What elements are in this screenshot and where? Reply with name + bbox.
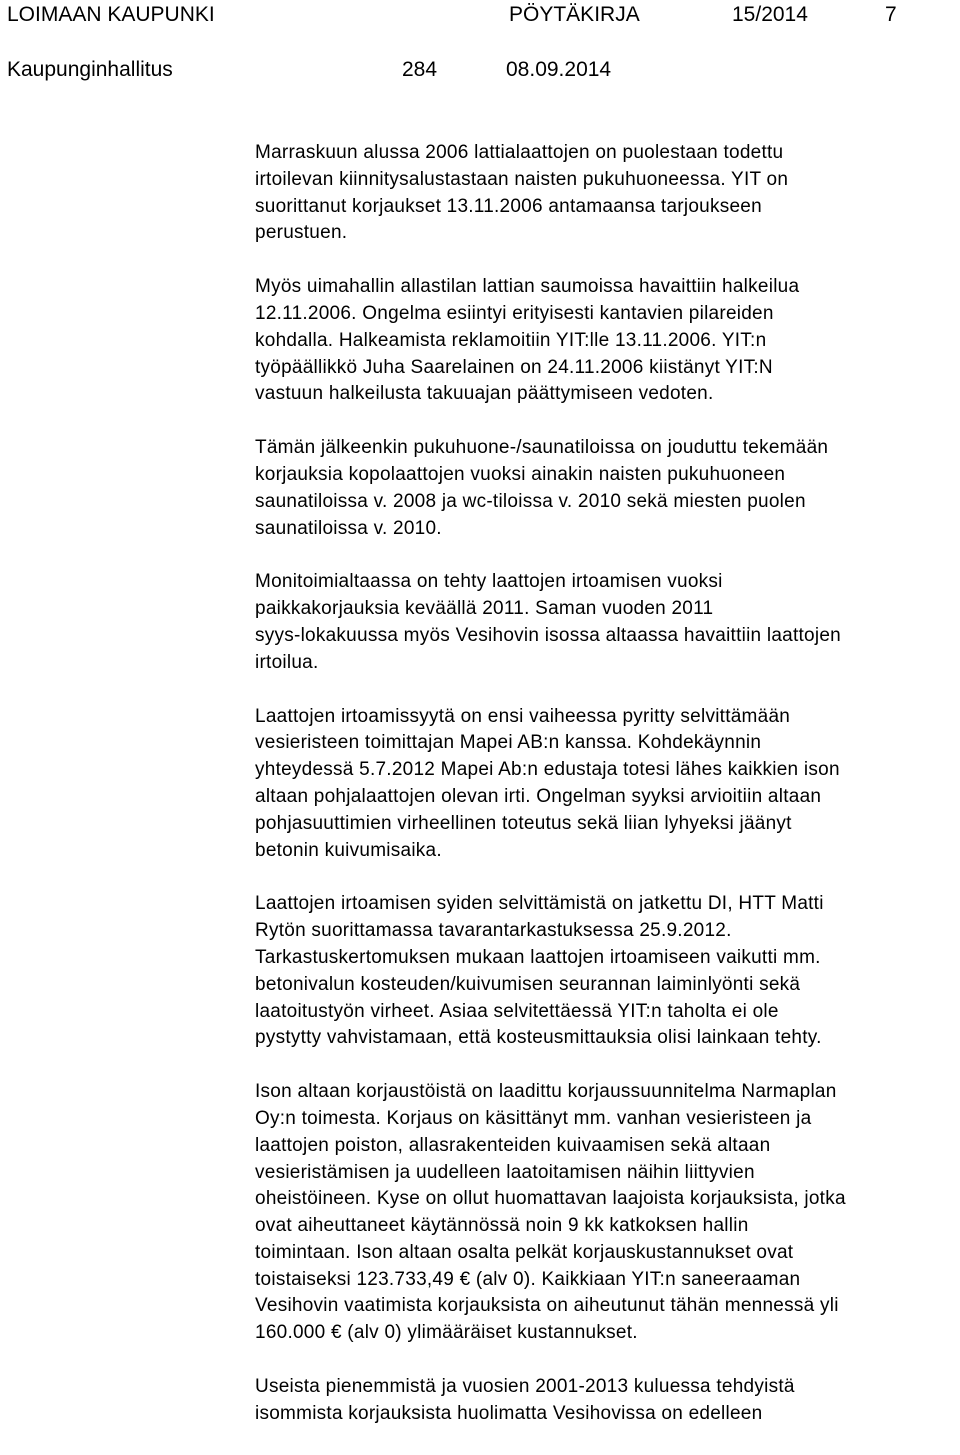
text-line: toistaiseksi 123.733,49 € (alv 0). Kaikkiaan YIT:n saneeraaman: [255, 1268, 801, 1290]
text-line: työpäällikkö Juha Saarelainen on 24.11.2006 kiistänyt YIT:N: [255, 356, 773, 378]
section-number: 284: [402, 58, 438, 81]
paragraph: [255, 1079, 955, 1347]
text-line: 12.11.2006. Ongelma esiintyi erityisesti kantavien pilareiden: [255, 302, 774, 324]
text-line: Marraskuun alussa 2006 lattialaattojen on puolestaan todettu: [255, 142, 784, 163]
text-line: Oy:n toimesta. Korjaus on käsittänyt mm. vanhan vesieristeen ja: [255, 1107, 812, 1129]
org-name: LOIMAAN KAUPUNKI: [7, 3, 215, 26]
meeting-date: 08.09.2014: [506, 58, 612, 81]
text-line: pohjasuuttimien virheellinen toteutus sekä liian lyhyeksi jäänyt: [255, 812, 792, 834]
paragraph: [255, 140, 955, 247]
text-line: Laattojen irtoamisen syiden selvittämistä on jatkettu DI, HTT Matti: [255, 893, 824, 915]
text-line: Vesihovin vaatimista korjauksista on aiheutunut tähän mennessä yli: [255, 1295, 839, 1317]
text-line: betonin kuivumisaika.: [255, 839, 442, 861]
text-line: suorittanut korjaukset 13.11.2006 antamaansa tarjoukseen: [255, 195, 762, 217]
document-body: [255, 140, 955, 1455]
text-line: 160.000 € (alv 0) ylimääräiset kustannukset.: [255, 1322, 638, 1344]
document-number: 15/2014: [732, 3, 808, 26]
page-number: 7: [885, 3, 897, 26]
text-line: Useista pienemmistä ja vuosien 2001-2013 kuluessa tehdyistä: [255, 1376, 795, 1398]
paragraph: [255, 1374, 955, 1428]
text-line: Laattojen irtoamissyytä on ensi vaiheessa pyritty selvittämään: [255, 705, 791, 727]
text-line: betonivalun kosteuden/kuivumisen seurannan laiminlyönti sekä: [255, 973, 801, 995]
text-line: pystytty vahvistamaan, että kosteusmittauksia olisi lainkaan tehty.: [255, 1027, 822, 1049]
text-line: irtoilevan kiinnitysalustastaan naisten pukuhuoneessa. YIT on: [255, 168, 789, 190]
text-line: vesieristämisen ja uudelleen laatoitamisen näihin liittyvien: [255, 1161, 755, 1183]
text-line: saunatiloissa v. 2008 ja wc-tiloissa v. 2010 sekä miesten puolen: [255, 490, 806, 512]
text-line: ovat aiheuttaneet käytännössä noin 9 kk katkoksen hallin: [255, 1215, 749, 1237]
text-line: oheistöineen. Kyse on ollut huomattavan laajoista korjauksista, jotka: [255, 1188, 846, 1210]
document-type: PÖYTÄKIRJA: [509, 3, 640, 26]
paragraph: [255, 891, 955, 1052]
text-line: Monitoimialtaassa on tehty laattojen irtoamisen vuoksi: [255, 571, 723, 593]
text-line: vesieristeen toimittajan Mapei AB:n kanssa. Kohdekäynnin: [255, 732, 762, 754]
text-line: vastuun halkeilusta takuuajan päättymiseen vedoten.: [255, 383, 714, 405]
paragraph: [255, 569, 955, 676]
text-line: Tarkastuskertomuksen mukaan laattojen irtoamiseen vaikutti mm.: [255, 946, 821, 968]
text-line: irtoilua.: [255, 651, 319, 673]
text-line: laattojen poiston, allasrakenteiden kuivaamisen sekä altaan: [255, 1134, 771, 1156]
text-line: yhteydessä 5.7.2012 Mapei Ab:n edustaja totesi lähes kaikkien ison: [255, 759, 840, 781]
text-line: toimintaan. Ison altaan osalta pelkät korjauskustannukset ovat: [255, 1241, 794, 1263]
text-line: laatoitustyön virheet. Asiaa selvitettäessä YIT:n taholta ei ole: [255, 1000, 779, 1022]
paragraph: [255, 435, 955, 542]
text-line: paikkakorjauksia keväällä 2011. Saman vuoden 2011: [255, 598, 714, 620]
text-line: kohdalla. Halkeamista reklamoitiin YIT:lle 13.11.2006. YIT:n: [255, 329, 767, 351]
body-name: Kaupunginhallitus: [7, 58, 173, 81]
text-line: Ison altaan korjaustöistä on laadittu korjaussuunnitelma Narmaplan: [255, 1081, 837, 1103]
text-line: altaan pohjalaattojen olevan irti. Ongelman syyksi arvioitiin altaan: [255, 785, 822, 807]
text-line: Tämän jälkeenkin pukuhuone-/saunatiloissa on jouduttu tekemään: [255, 437, 829, 459]
text-line: Rytön suorittamassa tavarantarkastuksessa 25.9.2012.: [255, 920, 732, 942]
text-line: syys-lokakuussa myös Vesihovin isossa altaassa havaittiin laattojen: [255, 624, 841, 646]
text-line: isommista korjauksista huolimatta Vesihovissa on edelleen: [255, 1402, 763, 1424]
text-line: perustuen.: [255, 222, 348, 244]
paragraph: [255, 704, 955, 865]
text-line: Myös uimahallin allastilan lattian saumoissa havaittiin halkeilua: [255, 276, 800, 298]
text-line: korjauksia kopolaattojen vuoksi ainakin naisten pukuhuoneen: [255, 463, 786, 485]
text-line: saunatiloissa v. 2010.: [255, 517, 442, 539]
paragraph: [255, 274, 955, 408]
